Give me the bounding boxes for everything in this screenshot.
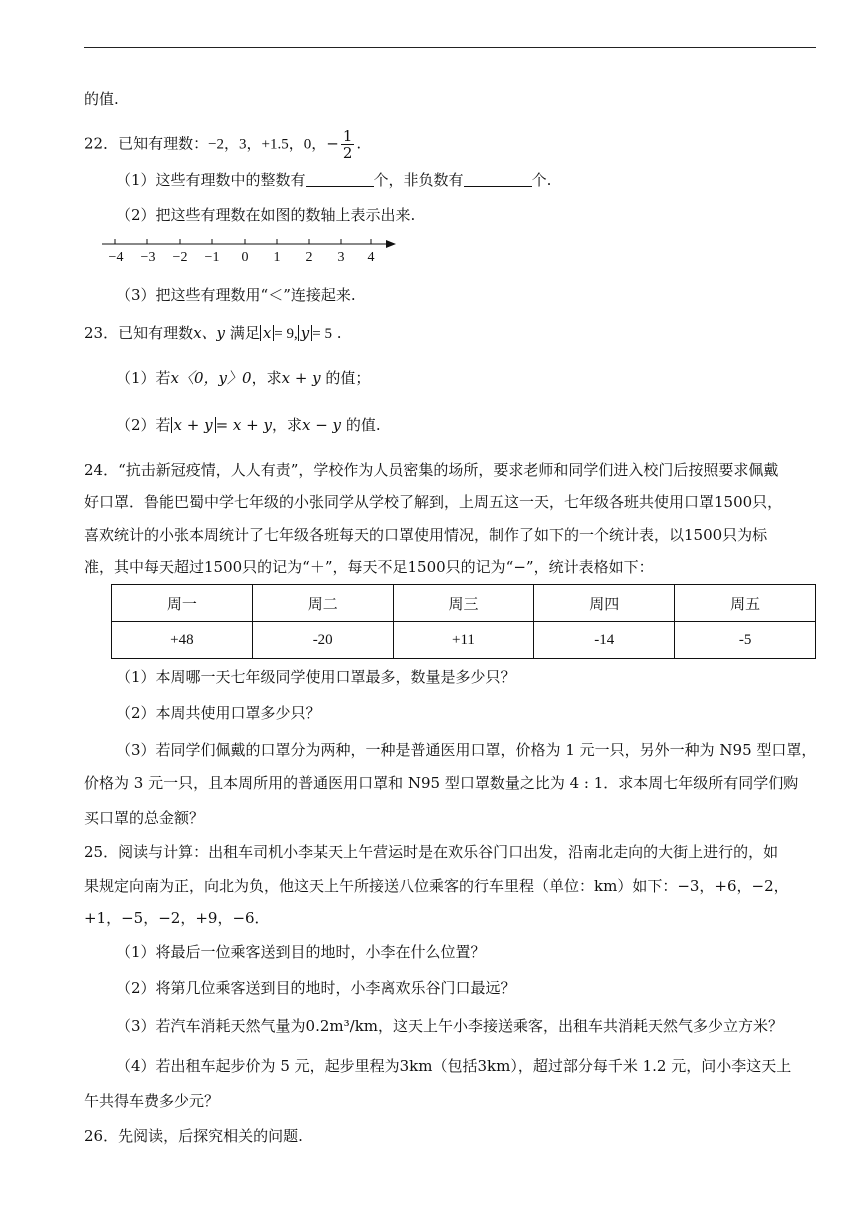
q25-part3: （3）若汽车消耗天然气量为0.2m³/km，这天上午小李接送乘客，出租车共消耗天然气多少立方米？	[116, 1017, 784, 1035]
q25-part2: （2）将第几位乘客送到目的地时，小李离欢乐谷门口最远？	[116, 979, 516, 997]
axis-tick-label: −3	[140, 250, 156, 265]
q23-part1	[116, 368, 370, 388]
table-header-row	[112, 585, 816, 622]
table-cell: +11	[393, 622, 534, 659]
table-cell: +48	[112, 622, 253, 659]
q25-part1: （1）将最后一位乘客送到目的地时，小李在什么位置？	[116, 943, 486, 961]
table-cell: -5	[675, 622, 816, 659]
q24-line3: 喜欢统计的小张本周统计了七年级各班每天的口罩使用情况，制作了如下的一个统计表，以1500只为标	[84, 526, 768, 544]
q24-part3-line1: （3）若同学们佩戴的口罩分为两种，一种是普通医用口罩，价格为 1 元一只，另外一种为 N95 型口罩，	[116, 741, 817, 759]
q23-stem-b: 满足	[229, 324, 260, 342]
table-header-cell: 周五	[675, 585, 816, 622]
q22-part1-b: 个，非负数有	[373, 171, 464, 189]
q23-part1-a: （1）若	[116, 369, 171, 387]
axis-tick-label: 4	[367, 250, 375, 265]
q23-part2	[116, 415, 381, 435]
q24-line4: 准，其中每天超过1500只的记为“＋”，每天不足1500只的记为“−”，统计表格如下：	[84, 558, 654, 576]
table-header-cell: 周三	[393, 585, 534, 622]
q22-numbers: −2，3，+1.5，0，	[208, 136, 327, 153]
q23-part1-b: ，求	[251, 369, 282, 387]
continuation-text: 的值.	[84, 90, 119, 108]
q23-part2-expr: x − y	[301, 416, 342, 434]
q24-part3-line2: 价格为 3 元一只，且本周所用的普通医用口罩和 N95 型口罩数量之比为 4 : 1．求本周七年级所有同学们购	[84, 774, 799, 792]
q25-part4-line2: 午共得车费多少元？	[84, 1092, 220, 1110]
table-row	[112, 622, 816, 659]
q22-suffix: .	[356, 134, 362, 153]
q24-line1: 24．“抗击新冠疫情，人人有责”，学校作为人员密集的场所，要求老师和同学们进入校门后按照要求佩戴	[84, 461, 779, 479]
number-line	[100, 236, 400, 272]
abs-x-plus-y: x + y	[171, 417, 216, 433]
axis-tick-label: 3	[337, 250, 345, 265]
axis-tick-label: 0	[241, 250, 249, 265]
answer-blank[interactable]	[464, 172, 532, 187]
q22-stem	[84, 128, 361, 161]
axis-tick-label: −2	[172, 250, 188, 265]
abs-y: y	[298, 325, 312, 341]
axis-tick-label: −4	[108, 250, 124, 265]
q22-part1-a: （1）这些有理数中的整数有	[116, 171, 306, 189]
answer-blank[interactable]	[306, 172, 374, 187]
q23-part1-expr: x + y	[281, 369, 321, 387]
q23-part1-condition: x〈0，y〉0	[170, 369, 252, 387]
fraction-denominator: 2	[342, 144, 353, 162]
q22-part1	[116, 170, 551, 190]
q23-stem	[84, 323, 342, 344]
q22-part2: （2）把这些有理数在如图的数轴上表示出来.	[116, 206, 416, 224]
header-rule	[84, 47, 816, 48]
q23-stem-a: 23．已知有理数	[84, 324, 194, 342]
table-header-cell: 周一	[112, 585, 253, 622]
q26-line1: 26．先阅读，后探究相关的问题.	[84, 1127, 303, 1145]
q23-part2-b: ，求	[271, 416, 302, 434]
q23-vars: x、y	[193, 324, 226, 342]
axis-tick-label: 2	[305, 250, 313, 265]
q23-eq1: = 9,	[274, 326, 298, 342]
q23-part2-a: （2）若	[116, 416, 171, 434]
fraction-numerator: 1	[342, 127, 353, 145]
axis-tick-label: −1	[204, 250, 220, 265]
q22-part3: （3）把这些有理数用“＜”连接起来.	[116, 286, 356, 304]
q25-line1: 25．阅读与计算：出租车司机小李某天上午营运时是在欢乐谷门口出发，沿南北走向的大街上进行的，如	[84, 843, 779, 861]
q22-frac-sign: −	[326, 134, 339, 153]
q24-part3-line3: 买口罩的总金额？	[84, 809, 205, 827]
table-header-cell: 周二	[252, 585, 393, 622]
q25-line2: 果规定向南为正，向北为负，他这天上午所接送八位乘客的行车里程（单位：km）如下：−3，+6，−2，	[84, 877, 789, 895]
abs-x: x	[260, 325, 274, 341]
q23-stem-end: .	[336, 324, 342, 342]
q24-part1: （1）本周哪一天七年级同学使用口罩最多，数量是多少只？	[116, 668, 516, 686]
mask-usage-table	[111, 584, 816, 659]
q22-part1-c: 个.	[531, 171, 552, 189]
arrow-right-icon	[386, 240, 396, 248]
axis-tick-label: 1	[273, 250, 281, 265]
q23-eq2: = 5	[312, 326, 332, 342]
q23-part2-c: 的值.	[345, 416, 381, 434]
q22-fraction	[341, 128, 355, 161]
q23-part1-c: 的值；	[325, 369, 371, 387]
q25-part4-line1: （4）若出租车起步价为 5 元，起步里程为3km（包括3km），超过部分每千米 1.2 元，问小李这天上	[116, 1057, 792, 1075]
q25-line3: +1，−5，−2，+9，−6．	[84, 909, 270, 927]
q24-part2: （2）本周共使用口罩多少只？	[116, 704, 321, 722]
q23-part2-eq: = x + y	[215, 416, 272, 434]
table-header-cell: 周四	[534, 585, 675, 622]
table-cell: -14	[534, 622, 675, 659]
table-cell: -20	[252, 622, 393, 659]
q24-line2: 好口罩．鲁能巴蜀中学七年级的小张同学从学校了解到，上周五这一天，七年级各班共使用口罩1500只，	[84, 493, 783, 511]
q22-prefix: 22．已知有理数：	[84, 134, 209, 153]
